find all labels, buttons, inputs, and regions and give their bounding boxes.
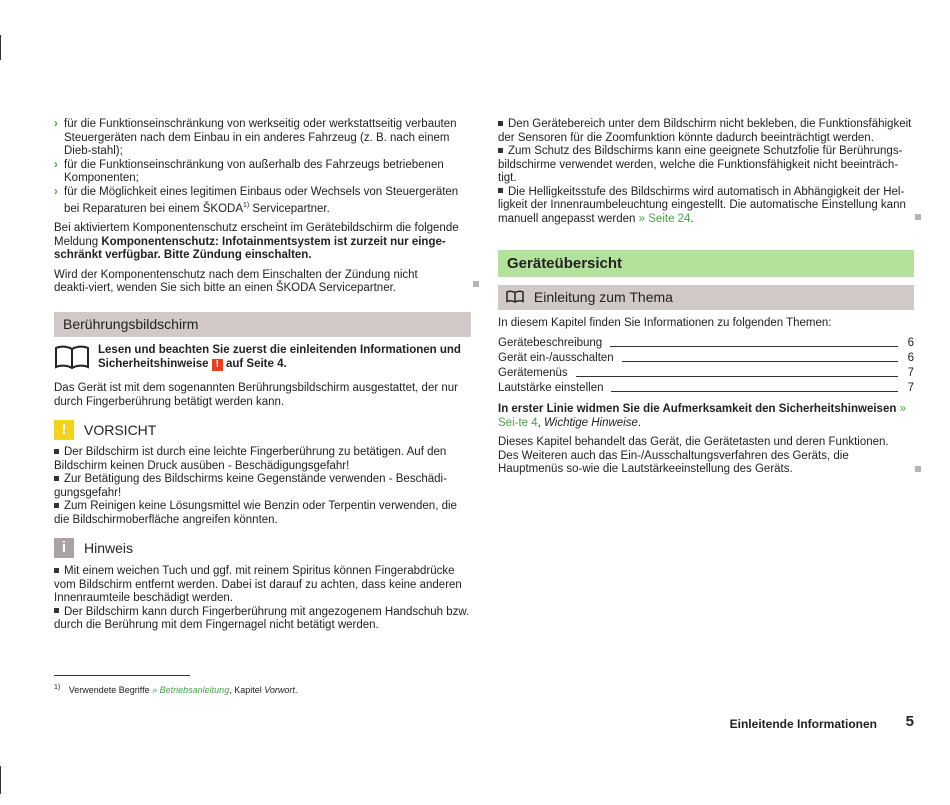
crop-mark-top <box>0 35 1 60</box>
toc-row[interactable]: Gerätemenüs 7 <box>498 366 914 379</box>
bullet-icon <box>54 568 59 573</box>
footnote: $^{1)}$ Verwendete Begriffe » Betriebsanleitung, Kapitel Vorwort. <box>54 684 298 695</box>
list-item: Zur Betätigung des Bildschirms keine Gegenstände verwenden - Beschädi-gungsgefahr! <box>54 473 447 499</box>
list-item: Die Helligkeitsstufe des Bildschirms wird automatisch in Abhängigkeit der Hel-ligkeit der Innenraumbeleuchtung eingestellt. Die automatische Einstellung kann manuell angepasst werden » Seite 24. <box>498 185 906 225</box>
intro-heading: Einleitung zum Thema <box>498 285 914 310</box>
page-number: 5 <box>905 713 914 730</box>
page-link[interactable]: » Sei-te 4 <box>498 403 906 429</box>
toc-row[interactable]: Lautstärke einstellen 7 <box>498 381 914 394</box>
book-icon <box>506 290 524 303</box>
left-column <box>54 118 472 296</box>
list-item: › für die Funktionseinschränkung von werkseitig oder werkstattseitig verbauten Steuergeräten nach dem Einbau in ein anderes Fahrzeug (z. B. nach einem Dieb-stahl); <box>54 118 457 157</box>
bullet-icon <box>54 449 59 454</box>
page-link[interactable]: » Seite 24 <box>638 212 691 225</box>
paragraph: Wird der Komponentenschutz nach dem Einschalten der Zündung nicht deakti-viert, wenden Sie sich bitte an einen ŠKODA Servicepartner. <box>54 268 418 295</box>
paragraph: Dieses Kapitel behandelt das Gerät, die Gerätetasten und deren Funktionen. Des Weiteren auch das Ein-/Ausschaltungsverfahren des Geräts, die Hauptmenüs so-wie die Lautstärkeeinstellung des Geräts. <box>498 436 889 475</box>
info-icon: i <box>54 538 74 558</box>
note-box <box>54 538 472 633</box>
list-item: Mit einem weichen Tuch und ggf. mit reinem Spiritus können Fingerabdrücke vom Bildschirm entfernt werden. Dabei ist darauf zu achten, dass keine anderen Innenraumteile beschädigt werden. <box>54 565 462 604</box>
arrow-icon: › <box>54 158 58 171</box>
footer-label: Einleitende Informationen <box>729 717 877 731</box>
list-item: › für die Möglichkeit eines legitimen Einbaus oder Wechsels von Steuergeräten bei Reparaturen bei einem ŠKODA$^{1)}$ Servicepartner. <box>54 185 459 215</box>
right-column <box>498 118 914 226</box>
footer <box>690 714 915 734</box>
bullet-icon <box>498 188 503 193</box>
warning-icon: ! <box>212 359 223 371</box>
section-end-mark <box>915 214 921 220</box>
crop-mark-bottom <box>0 766 1 794</box>
paragraph: In diesem Kapitel finden Sie Informationen zu folgenden Themen: <box>498 317 832 329</box>
note-header <box>54 538 472 558</box>
footnote-rule <box>54 675 190 676</box>
paragraph: Bei aktiviertem Komponentenschutz erscheint im Gerätebildschirm die folgende Meldung Komponentenschutz: Infotainmentsystem ist zurzeit nur einge-schränkt verfügbar. Bitte Zündung einschalten. <box>54 222 459 262</box>
footnote-ref: 1) <box>243 202 250 209</box>
footnote-link[interactable]: » Betriebsanleitung <box>152 685 230 695</box>
list-item: Zum Reinigen keine Lösungsmittel wie Benzin oder Terpentin verwenden, die die Bildschirmoberfläche angreifen könnten. <box>54 500 457 526</box>
toc-row[interactable]: Gerät ein-/ausschalten 6 <box>498 351 914 364</box>
section-heading: Berührungsbildschirm <box>54 312 471 337</box>
section-end-mark <box>473 281 479 287</box>
bullet-icon <box>498 121 503 126</box>
list-item: Der Bildschirm kann durch Fingerberührung mit angezogenem Handschuh bzw. durch die Berührung mit dem Fingernagel nicht betätigt werden. <box>54 605 470 631</box>
list-item: Zum Schutz des Bildschirms kann eine geeignete Schutzfolie für Berührungs-bildschirme verwendet werden, welche die Funktionsfähigkeit nicht beeinträch-tigt. <box>498 145 903 184</box>
list-item: Den Gerätebereich unter dem Bildschirm nicht bekleben, die Funktionsfähigkeit der Sensoren für die Zoomfunktion könnte dadurch beeinträchtigt werden. <box>498 118 912 144</box>
chapter-heading: Geräteübersicht <box>498 250 914 277</box>
read-note: Lesen und beachten Sie zuerst die einleitenden Informationen und Sicherheitshinweise ! auf Seite 4. <box>54 344 472 371</box>
caution-header <box>54 420 472 440</box>
toc <box>498 336 914 396</box>
bullet-icon <box>54 608 59 613</box>
paragraph: In erster Linie widmen Sie die Aufmerksamkeit den Sicherheitshinweisen » Sei-te 4, Wichtige Hinweise. <box>498 403 906 429</box>
caution-box <box>54 420 472 527</box>
list-item: Der Bildschirm ist durch eine leichte Fingerberührung zu betätigen. Auf den Bildschirm keinen Druck ausüben - Beschädigungsgefahr! <box>54 446 447 472</box>
list-item: › für die Funktionseinschränkung von außerhalb des Fahrzeugs betriebenen Komponenten; <box>54 158 444 184</box>
bullet-icon <box>54 476 59 481</box>
caution-title: VORSICHT <box>84 422 157 438</box>
bullet-icon <box>498 148 503 153</box>
note-title: Hinweis <box>84 540 134 556</box>
book-icon <box>54 345 90 369</box>
arrow-icon: › <box>54 118 58 130</box>
toc-row[interactable]: Gerätebeschreibung 6 <box>498 336 914 349</box>
paragraph: Das Gerät ist mit dem sogenannten Berührungsbildschirm ausgestattet, der nur durch Fingerberührung betätigt werden kann. <box>54 382 458 408</box>
bullet-icon <box>54 503 59 508</box>
caution-icon: ! <box>54 420 74 440</box>
arrow-icon: › <box>54 185 58 198</box>
section-end-mark <box>915 466 921 472</box>
